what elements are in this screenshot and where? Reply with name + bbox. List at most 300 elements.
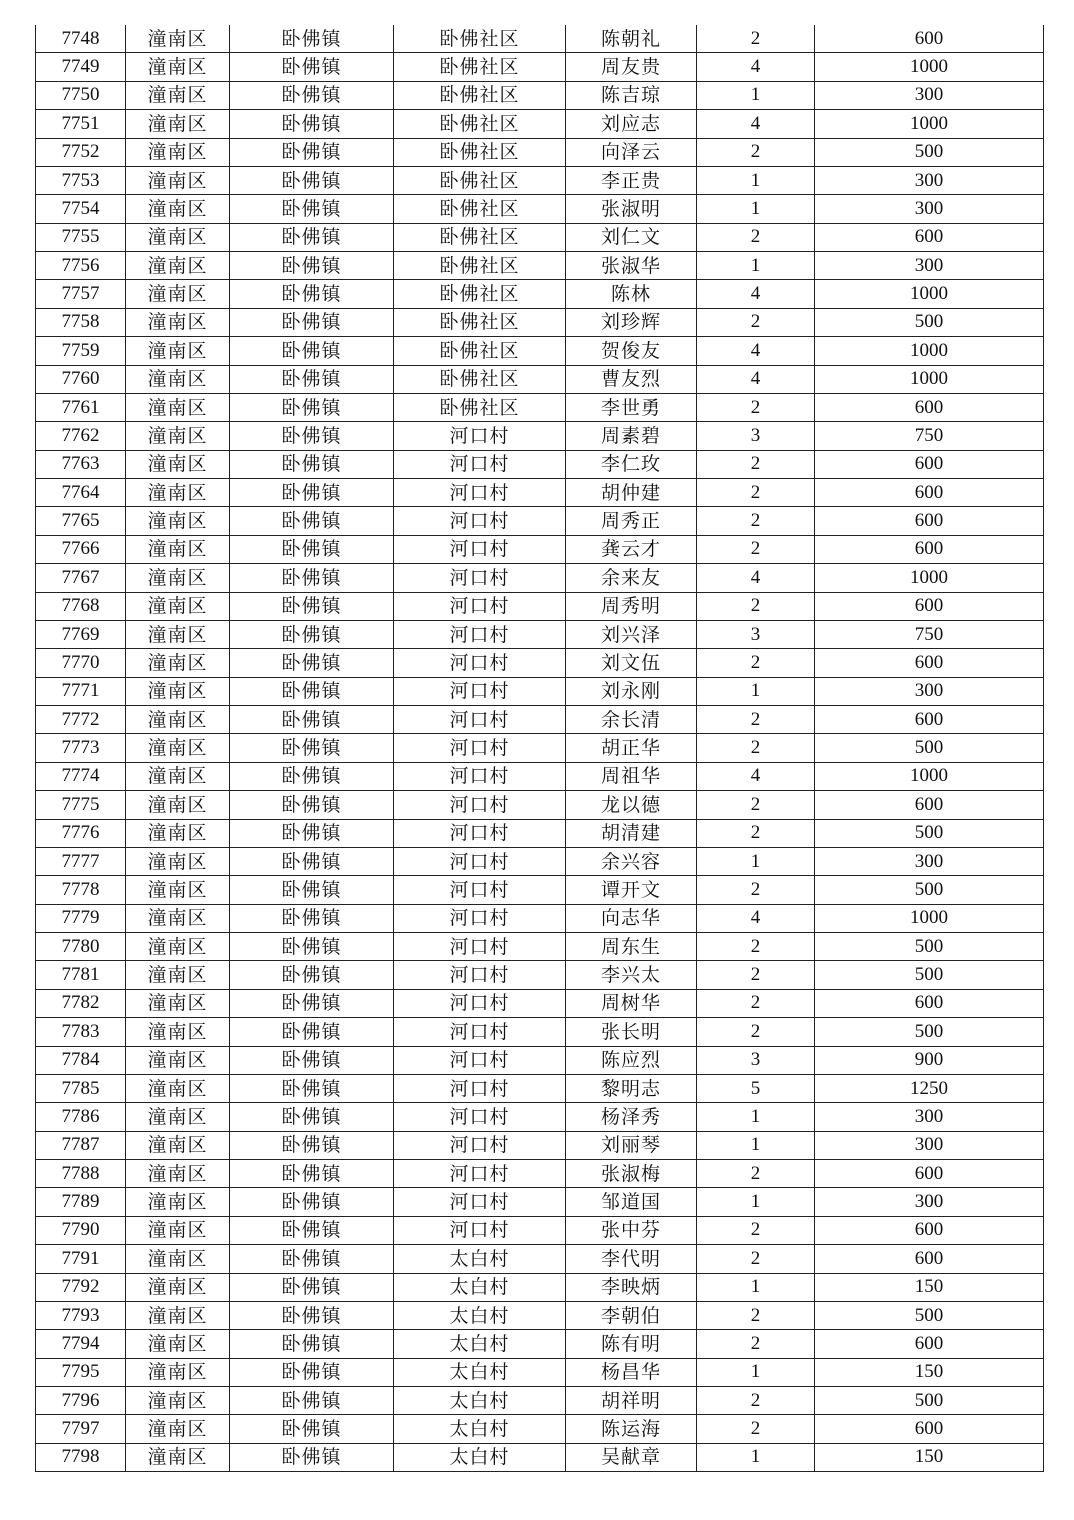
serial-number-cell: 7791 [36, 1245, 126, 1273]
household-size-cell: 1 [697, 1273, 815, 1301]
amount-cell: 300 [815, 195, 1044, 223]
village-cell: 河口村 [394, 1018, 566, 1046]
serial-number-cell: 7788 [36, 1160, 126, 1188]
household-size-cell: 2 [697, 1245, 815, 1273]
town-cell: 卧佛镇 [230, 649, 394, 677]
name-cell: 刘珍辉 [566, 308, 697, 336]
village-cell: 卧佛社区 [394, 195, 566, 223]
serial-number-cell: 7784 [36, 1046, 126, 1074]
name-cell: 曹友烈 [566, 365, 697, 393]
amount-cell: 600 [815, 1245, 1044, 1273]
serial-number-cell: 7755 [36, 223, 126, 251]
town-cell: 卧佛镇 [230, 1018, 394, 1046]
serial-number-cell: 7773 [36, 734, 126, 762]
table-row [36, 393, 1044, 421]
household-size-cell: 3 [697, 1046, 815, 1074]
district-cell: 潼南区 [126, 53, 230, 81]
village-cell: 太白村 [394, 1443, 566, 1471]
name-cell: 张淑明 [566, 195, 697, 223]
town-cell: 卧佛镇 [230, 904, 394, 932]
amount-cell: 500 [815, 138, 1044, 166]
name-cell: 李正贵 [566, 166, 697, 194]
name-cell: 刘仁文 [566, 223, 697, 251]
table-row [36, 1018, 1044, 1046]
village-cell: 卧佛社区 [394, 138, 566, 166]
district-cell: 潼南区 [126, 393, 230, 421]
serial-number-cell: 7759 [36, 337, 126, 365]
table-row [36, 507, 1044, 535]
name-cell: 陈运海 [566, 1415, 697, 1443]
name-cell: 李朝伯 [566, 1301, 697, 1329]
table-row [36, 280, 1044, 308]
name-cell: 陈应烈 [566, 1046, 697, 1074]
household-size-cell: 4 [697, 337, 815, 365]
name-cell: 黎明志 [566, 1074, 697, 1102]
serial-number-cell: 7766 [36, 535, 126, 563]
table-row [36, 365, 1044, 393]
village-cell: 河口村 [394, 791, 566, 819]
amount-cell: 900 [815, 1046, 1044, 1074]
district-cell: 潼南区 [126, 1103, 230, 1131]
name-cell: 刘丽琴 [566, 1131, 697, 1159]
village-cell: 卧佛社区 [394, 365, 566, 393]
household-size-cell: 2 [697, 961, 815, 989]
village-cell: 河口村 [394, 961, 566, 989]
name-cell: 谭开文 [566, 876, 697, 904]
name-cell: 李代明 [566, 1245, 697, 1273]
village-cell: 卧佛社区 [394, 393, 566, 421]
serial-number-cell: 7775 [36, 791, 126, 819]
table-row [36, 592, 1044, 620]
town-cell: 卧佛镇 [230, 422, 394, 450]
name-cell: 周友贵 [566, 53, 697, 81]
serial-number-cell: 7772 [36, 706, 126, 734]
household-size-cell: 2 [697, 507, 815, 535]
village-cell: 河口村 [394, 649, 566, 677]
district-cell: 潼南区 [126, 649, 230, 677]
village-cell: 河口村 [394, 564, 566, 592]
district-cell: 潼南区 [126, 1046, 230, 1074]
serial-number-cell: 7753 [36, 166, 126, 194]
district-cell: 潼南区 [126, 904, 230, 932]
town-cell: 卧佛镇 [230, 1160, 394, 1188]
name-cell: 向泽云 [566, 138, 697, 166]
table-row [36, 81, 1044, 109]
district-cell: 潼南区 [126, 1131, 230, 1159]
town-cell: 卧佛镇 [230, 138, 394, 166]
village-cell: 河口村 [394, 819, 566, 847]
name-cell: 周素碧 [566, 422, 697, 450]
household-size-cell: 3 [697, 620, 815, 648]
table-row [36, 762, 1044, 790]
serial-number-cell: 7776 [36, 819, 126, 847]
table-row [36, 1216, 1044, 1244]
household-size-cell: 2 [697, 393, 815, 421]
table-row [36, 25, 1044, 53]
table-row [36, 734, 1044, 762]
table-row [36, 791, 1044, 819]
household-size-cell: 2 [697, 791, 815, 819]
household-size-cell: 4 [697, 110, 815, 138]
district-cell: 潼南区 [126, 1160, 230, 1188]
serial-number-cell: 7785 [36, 1074, 126, 1102]
name-cell: 周秀正 [566, 507, 697, 535]
village-cell: 太白村 [394, 1301, 566, 1329]
name-cell: 杨泽秀 [566, 1103, 697, 1131]
town-cell: 卧佛镇 [230, 195, 394, 223]
table-row [36, 620, 1044, 648]
table-row [36, 961, 1044, 989]
amount-cell: 600 [815, 1330, 1044, 1358]
table-row [36, 53, 1044, 81]
serial-number-cell: 7763 [36, 450, 126, 478]
name-cell: 余兴容 [566, 847, 697, 875]
household-size-cell: 2 [697, 308, 815, 336]
name-cell: 陈林 [566, 280, 697, 308]
name-cell: 邹道国 [566, 1188, 697, 1216]
household-size-cell: 4 [697, 280, 815, 308]
serial-number-cell: 7757 [36, 280, 126, 308]
town-cell: 卧佛镇 [230, 592, 394, 620]
town-cell: 卧佛镇 [230, 1301, 394, 1329]
village-cell: 卧佛社区 [394, 110, 566, 138]
district-cell: 潼南区 [126, 280, 230, 308]
name-cell: 陈吉琼 [566, 81, 697, 109]
district-cell: 潼南区 [126, 1018, 230, 1046]
table-row [36, 450, 1044, 478]
table-row [36, 847, 1044, 875]
town-cell: 卧佛镇 [230, 706, 394, 734]
district-cell: 潼南区 [126, 81, 230, 109]
amount-cell: 600 [815, 791, 1044, 819]
amount-cell: 600 [815, 649, 1044, 677]
household-size-cell: 2 [697, 450, 815, 478]
household-size-cell: 1 [697, 195, 815, 223]
amount-cell: 1000 [815, 53, 1044, 81]
district-cell: 潼南区 [126, 507, 230, 535]
amount-cell: 300 [815, 1131, 1044, 1159]
serial-number-cell: 7768 [36, 592, 126, 620]
amount-cell: 150 [815, 1443, 1044, 1471]
district-cell: 潼南区 [126, 961, 230, 989]
amount-cell: 600 [815, 450, 1044, 478]
district-cell: 潼南区 [126, 677, 230, 705]
town-cell: 卧佛镇 [230, 989, 394, 1017]
village-cell: 河口村 [394, 1216, 566, 1244]
town-cell: 卧佛镇 [230, 252, 394, 280]
district-cell: 潼南区 [126, 1387, 230, 1415]
village-cell: 太白村 [394, 1387, 566, 1415]
amount-cell: 1000 [815, 762, 1044, 790]
name-cell: 陈朝礼 [566, 25, 697, 53]
serial-number-cell: 7762 [36, 422, 126, 450]
serial-number-cell: 7754 [36, 195, 126, 223]
table-row [36, 1330, 1044, 1358]
village-cell: 河口村 [394, 1046, 566, 1074]
name-cell: 陈有明 [566, 1330, 697, 1358]
serial-number-cell: 7769 [36, 620, 126, 648]
district-cell: 潼南区 [126, 592, 230, 620]
serial-number-cell: 7771 [36, 677, 126, 705]
serial-number-cell: 7782 [36, 989, 126, 1017]
table-row [36, 933, 1044, 961]
town-cell: 卧佛镇 [230, 1273, 394, 1301]
amount-cell: 500 [815, 961, 1044, 989]
town-cell: 卧佛镇 [230, 677, 394, 705]
village-cell: 卧佛社区 [394, 337, 566, 365]
serial-number-cell: 7781 [36, 961, 126, 989]
town-cell: 卧佛镇 [230, 308, 394, 336]
household-size-cell: 2 [697, 25, 815, 53]
district-cell: 潼南区 [126, 1074, 230, 1102]
name-cell: 刘永刚 [566, 677, 697, 705]
serial-number-cell: 7786 [36, 1103, 126, 1131]
amount-cell: 1250 [815, 1074, 1044, 1102]
household-size-cell: 2 [697, 479, 815, 507]
town-cell: 卧佛镇 [230, 479, 394, 507]
district-cell: 潼南区 [126, 1188, 230, 1216]
name-cell: 刘文伍 [566, 649, 697, 677]
amount-cell: 600 [815, 507, 1044, 535]
household-size-cell: 2 [697, 535, 815, 563]
household-size-cell: 2 [697, 1330, 815, 1358]
table-row [36, 1387, 1044, 1415]
village-cell: 河口村 [394, 933, 566, 961]
district-cell: 潼南区 [126, 706, 230, 734]
town-cell: 卧佛镇 [230, 81, 394, 109]
table-row [36, 904, 1044, 932]
amount-cell: 500 [815, 876, 1044, 904]
household-size-cell: 2 [697, 1387, 815, 1415]
household-size-cell: 1 [697, 1358, 815, 1386]
district-cell: 潼南区 [126, 933, 230, 961]
district-cell: 潼南区 [126, 762, 230, 790]
household-size-cell: 4 [697, 564, 815, 592]
village-cell: 河口村 [394, 1103, 566, 1131]
name-cell: 杨昌华 [566, 1358, 697, 1386]
amount-cell: 600 [815, 1216, 1044, 1244]
town-cell: 卧佛镇 [230, 791, 394, 819]
table-row [36, 1131, 1044, 1159]
roster-body [36, 25, 1044, 1472]
village-cell: 河口村 [394, 876, 566, 904]
amount-cell: 300 [815, 166, 1044, 194]
town-cell: 卧佛镇 [230, 1415, 394, 1443]
village-cell: 卧佛社区 [394, 81, 566, 109]
name-cell: 张中芬 [566, 1216, 697, 1244]
household-size-cell: 2 [697, 1160, 815, 1188]
name-cell: 周东生 [566, 933, 697, 961]
amount-cell: 600 [815, 592, 1044, 620]
amount-cell: 1000 [815, 337, 1044, 365]
table-row [36, 1188, 1044, 1216]
amount-cell: 500 [815, 308, 1044, 336]
household-size-cell: 1 [697, 81, 815, 109]
table-row [36, 876, 1044, 904]
village-cell: 河口村 [394, 1188, 566, 1216]
name-cell: 胡清建 [566, 819, 697, 847]
serial-number-cell: 7756 [36, 252, 126, 280]
serial-number-cell: 7777 [36, 847, 126, 875]
village-cell: 河口村 [394, 450, 566, 478]
town-cell: 卧佛镇 [230, 110, 394, 138]
district-cell: 潼南区 [126, 110, 230, 138]
household-size-cell: 1 [697, 1443, 815, 1471]
district-cell: 潼南区 [126, 479, 230, 507]
town-cell: 卧佛镇 [230, 933, 394, 961]
household-size-cell: 2 [697, 989, 815, 1017]
household-size-cell: 2 [697, 819, 815, 847]
table-row [36, 1160, 1044, 1188]
town-cell: 卧佛镇 [230, 961, 394, 989]
village-cell: 河口村 [394, 1131, 566, 1159]
serial-number-cell: 7787 [36, 1131, 126, 1159]
serial-number-cell: 7752 [36, 138, 126, 166]
town-cell: 卧佛镇 [230, 876, 394, 904]
serial-number-cell: 7765 [36, 507, 126, 535]
amount-cell: 750 [815, 620, 1044, 648]
village-cell: 河口村 [394, 1074, 566, 1102]
village-cell: 太白村 [394, 1273, 566, 1301]
name-cell: 龙以德 [566, 791, 697, 819]
district-cell: 潼南区 [126, 989, 230, 1017]
serial-number-cell: 7770 [36, 649, 126, 677]
name-cell: 刘兴泽 [566, 620, 697, 648]
household-size-cell: 4 [697, 762, 815, 790]
household-size-cell: 2 [697, 592, 815, 620]
serial-number-cell: 7783 [36, 1018, 126, 1046]
household-size-cell: 2 [697, 876, 815, 904]
name-cell: 李映炳 [566, 1273, 697, 1301]
amount-cell: 500 [815, 1387, 1044, 1415]
district-cell: 潼南区 [126, 365, 230, 393]
roster-table [35, 25, 1044, 1472]
name-cell: 李世勇 [566, 393, 697, 421]
household-size-cell: 1 [697, 677, 815, 705]
name-cell: 张淑梅 [566, 1160, 697, 1188]
name-cell: 周树华 [566, 989, 697, 1017]
district-cell: 潼南区 [126, 847, 230, 875]
amount-cell: 300 [815, 1103, 1044, 1131]
table-row [36, 337, 1044, 365]
table-row [36, 564, 1044, 592]
district-cell: 潼南区 [126, 620, 230, 648]
serial-number-cell: 7796 [36, 1387, 126, 1415]
town-cell: 卧佛镇 [230, 507, 394, 535]
household-size-cell: 4 [697, 53, 815, 81]
amount-cell: 600 [815, 25, 1044, 53]
village-cell: 河口村 [394, 1160, 566, 1188]
serial-number-cell: 7764 [36, 479, 126, 507]
village-cell: 河口村 [394, 762, 566, 790]
household-size-cell: 2 [697, 933, 815, 961]
town-cell: 卧佛镇 [230, 393, 394, 421]
amount-cell: 150 [815, 1273, 1044, 1301]
amount-cell: 600 [815, 535, 1044, 563]
amount-cell: 300 [815, 847, 1044, 875]
name-cell: 周祖华 [566, 762, 697, 790]
town-cell: 卧佛镇 [230, 1245, 394, 1273]
amount-cell: 600 [815, 706, 1044, 734]
town-cell: 卧佛镇 [230, 1216, 394, 1244]
village-cell: 河口村 [394, 422, 566, 450]
town-cell: 卧佛镇 [230, 734, 394, 762]
village-cell: 河口村 [394, 989, 566, 1017]
town-cell: 卧佛镇 [230, 450, 394, 478]
amount-cell: 150 [815, 1358, 1044, 1386]
name-cell: 向志华 [566, 904, 697, 932]
town-cell: 卧佛镇 [230, 365, 394, 393]
village-cell: 河口村 [394, 592, 566, 620]
amount-cell: 1000 [815, 365, 1044, 393]
village-cell: 卧佛社区 [394, 53, 566, 81]
serial-number-cell: 7793 [36, 1301, 126, 1329]
table-row [36, 1273, 1044, 1301]
district-cell: 潼南区 [126, 166, 230, 194]
table-row [36, 1046, 1044, 1074]
household-size-cell: 2 [697, 1301, 815, 1329]
amount-cell: 600 [815, 1160, 1044, 1188]
table-row [36, 819, 1044, 847]
village-cell: 河口村 [394, 620, 566, 648]
household-size-cell: 2 [697, 734, 815, 762]
household-size-cell: 2 [697, 706, 815, 734]
town-cell: 卧佛镇 [230, 620, 394, 648]
town-cell: 卧佛镇 [230, 564, 394, 592]
serial-number-cell: 7760 [36, 365, 126, 393]
table-row [36, 223, 1044, 251]
household-size-cell: 5 [697, 1074, 815, 1102]
village-cell: 卧佛社区 [394, 25, 566, 53]
town-cell: 卧佛镇 [230, 166, 394, 194]
name-cell: 胡仲建 [566, 479, 697, 507]
amount-cell: 300 [815, 252, 1044, 280]
table-row [36, 989, 1044, 1017]
village-cell: 太白村 [394, 1245, 566, 1273]
amount-cell: 1000 [815, 280, 1044, 308]
serial-number-cell: 7748 [36, 25, 126, 53]
household-size-cell: 1 [697, 1103, 815, 1131]
amount-cell: 600 [815, 989, 1044, 1017]
name-cell: 周秀明 [566, 592, 697, 620]
name-cell: 贺俊友 [566, 337, 697, 365]
village-cell: 卧佛社区 [394, 166, 566, 194]
serial-number-cell: 7774 [36, 762, 126, 790]
table-row [36, 1301, 1044, 1329]
amount-cell: 600 [815, 479, 1044, 507]
table-row [36, 706, 1044, 734]
district-cell: 潼南区 [126, 535, 230, 563]
district-cell: 潼南区 [126, 195, 230, 223]
village-cell: 河口村 [394, 706, 566, 734]
household-size-cell: 1 [697, 1131, 815, 1159]
table-row [36, 1245, 1044, 1273]
amount-cell: 500 [815, 933, 1044, 961]
town-cell: 卧佛镇 [230, 337, 394, 365]
household-size-cell: 4 [697, 365, 815, 393]
district-cell: 潼南区 [126, 734, 230, 762]
serial-number-cell: 7798 [36, 1443, 126, 1471]
district-cell: 潼南区 [126, 422, 230, 450]
serial-number-cell: 7795 [36, 1358, 126, 1386]
table-row [36, 1358, 1044, 1386]
district-cell: 潼南区 [126, 1245, 230, 1273]
town-cell: 卧佛镇 [230, 1330, 394, 1358]
town-cell: 卧佛镇 [230, 1046, 394, 1074]
village-cell: 河口村 [394, 677, 566, 705]
household-size-cell: 2 [697, 649, 815, 677]
name-cell: 龚云才 [566, 535, 697, 563]
